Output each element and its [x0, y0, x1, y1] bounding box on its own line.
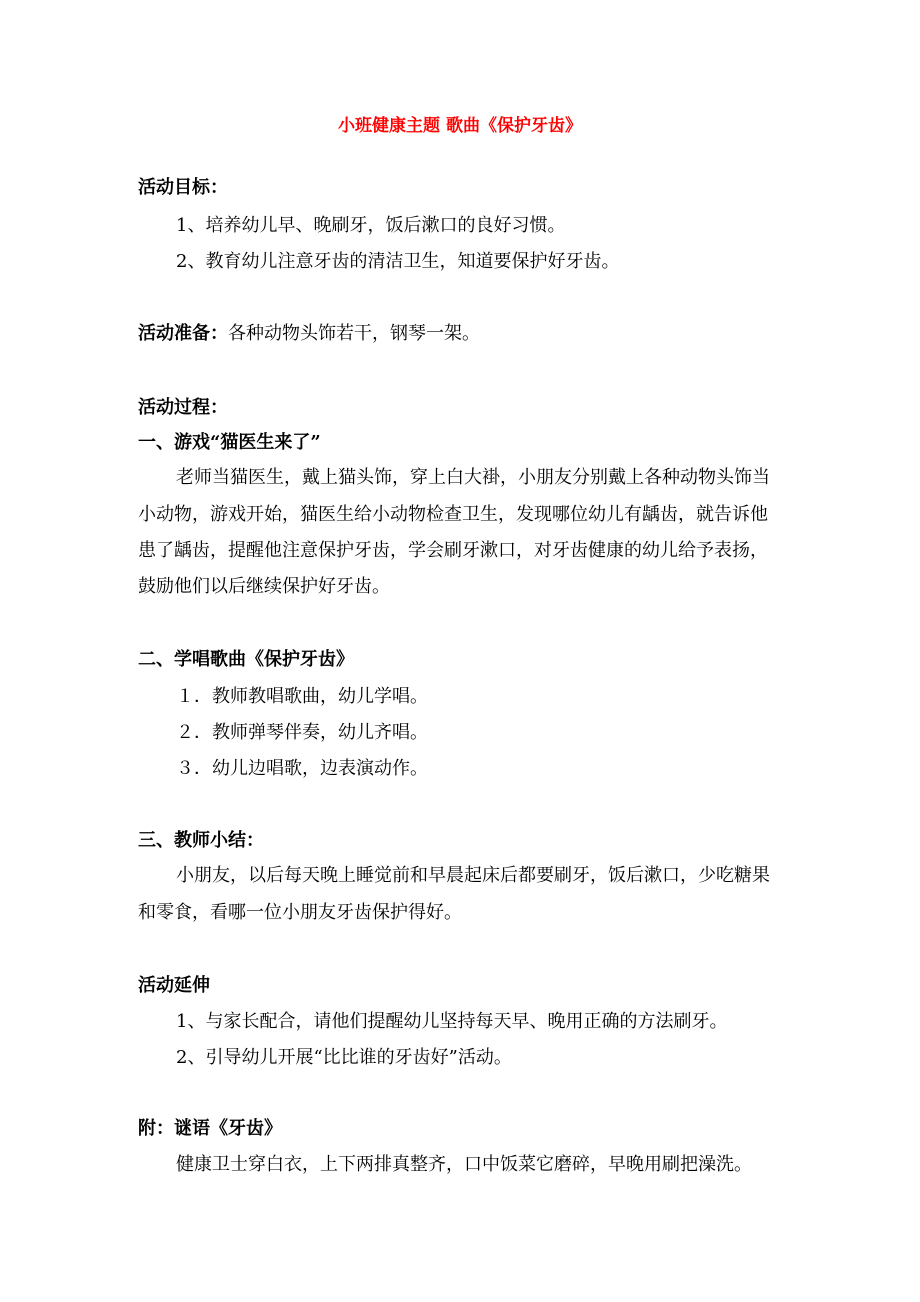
goal-item: 2、教育幼儿注意牙齿的清洁卫生，知道要保护好牙齿。 [176, 251, 620, 272]
part2-item: ３．幼儿边唱歌，边表演动作。 [176, 758, 428, 779]
part2-item: １．教师教唱歌曲，幼儿学唱。 [176, 686, 428, 707]
extension-item: 2、引导幼儿开展“比比谁的牙齿好”活动。 [176, 1047, 512, 1068]
part1-line: 老师当猫医生，戴上猫头饰，穿上白大褂，小朋友分别戴上各种动物头饰当 [176, 467, 770, 488]
goals-heading: 活动目标： [138, 177, 228, 198]
extension-heading: 活动延伸 [138, 975, 210, 996]
part2-item: ２．教师弹琴伴奏，幼儿齐唱。 [176, 722, 428, 743]
part3-line: 小朋友，以后每天晚上睡觉前和早晨起床后都要刷牙，饭后漱口，少吃糖果 [176, 865, 770, 886]
part1-line: 小动物，游戏开始，猫医生给小动物检查卫生，发现哪位幼儿有龋齿，就告诉他 [138, 504, 768, 525]
extension-item: 1、与家长配合，请他们提醒幼儿坚持每天早、晚用正确的方法刷牙。 [176, 1011, 728, 1032]
part3-line: 和零食，看哪一位小朋友牙齿保护得好。 [138, 902, 462, 923]
process-heading: 活动过程： [138, 397, 228, 418]
part1-line: 鼓励他们以后继续保护好牙齿。 [138, 576, 390, 597]
part1-heading: 一、游戏“猫医生来了” [138, 432, 321, 453]
preparation-text: 各种动物头饰若干，钢琴一架。 [228, 323, 480, 344]
preparation-heading: 活动准备： [138, 323, 228, 344]
part1-line: 患了龋齿，提醒他注意保护牙齿，学会刷牙漱口，对牙齿健康的幼儿给予表扬， [138, 540, 768, 561]
appendix-heading: 附：谜语《牙齿》 [138, 1118, 282, 1139]
part2-heading: 二、学唱歌曲《保护牙齿》 [138, 649, 354, 670]
document-title: 小班健康主题 歌曲《保护牙齿》 [338, 116, 582, 136]
goal-item: 1、培养幼儿早、晚刷牙，饭后漱口的良好习惯。 [176, 215, 566, 236]
appendix-text: 健康卫士穿白衣，上下两排真整齐，口中饭菜它磨碎，早晚用刷把澡洗。 [176, 1154, 752, 1175]
preparation-line [138, 322, 480, 346]
part3-heading: 三、教师小结： [138, 830, 264, 851]
